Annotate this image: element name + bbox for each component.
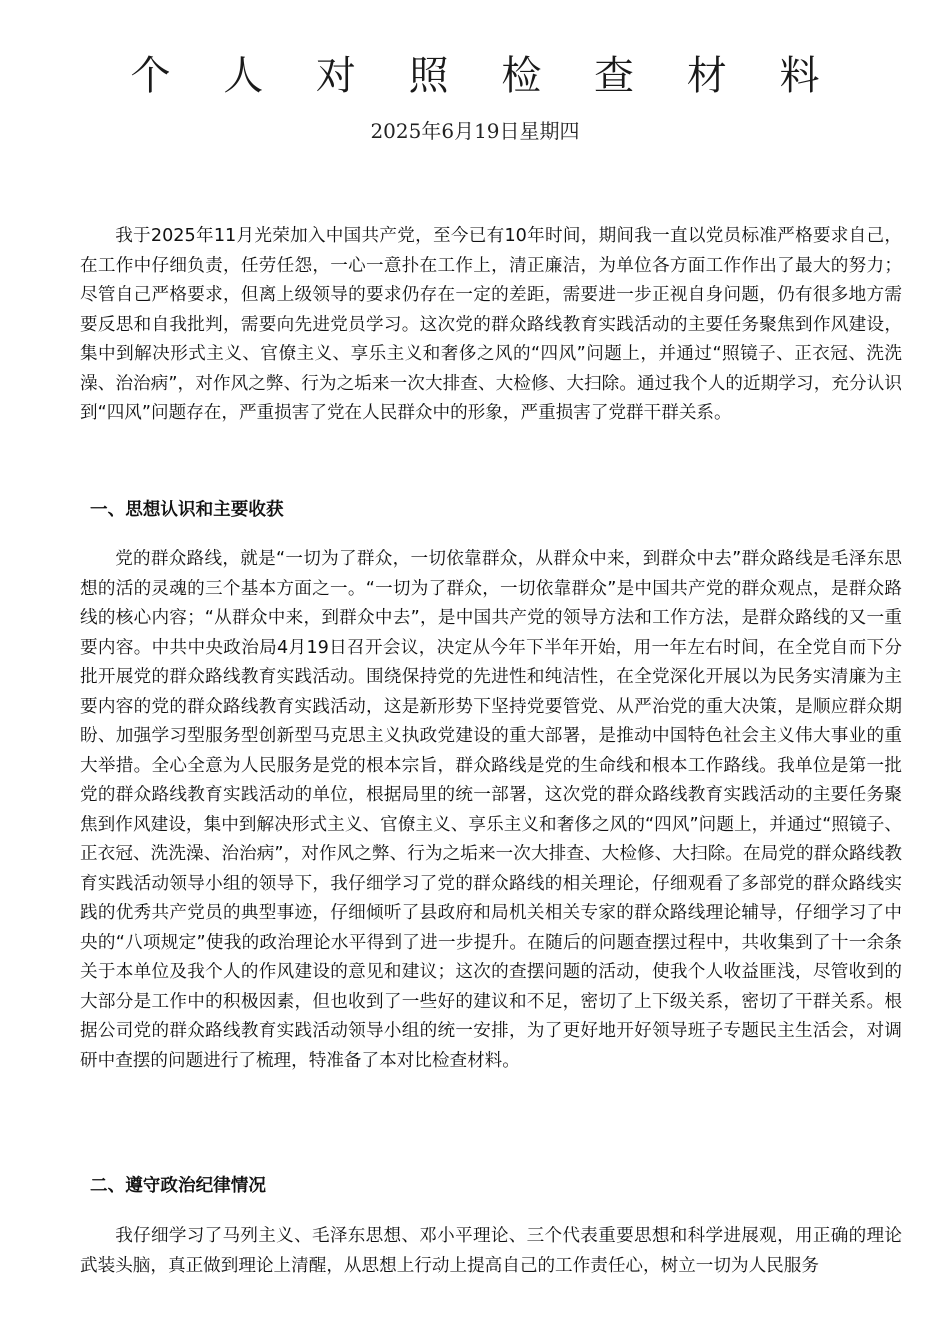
section-paragraph-1: 党的群众路线，就是“一切为了群众，一切依靠群众，从群众中来，到群众中去”群众路线是毛泽东思想的活的灵魂的三个基本方面之一。“一切为了群众，一切依靠群众”是中国共产党的群众观点，是群众路线的核心内容；“从群众中来，到群众中去”，是中国共产党的领导方法和工作方法，是群众路线的又一重要内容。中共中央政治局4月19日召开会议，决定从今年下半年开始，用一年左右时间，在全党自而下分批开展党的群众路线教育实践活动。围绕保持党的先进性和纯洁性，在全党深化开展以为民务实清廉为主要内容的党的群众路线教育实践活动，这是新形势下坚持党要管党、从严治党的重大决策，是顺应群众期盼、加强学习型服务型创新型马克思主义执政党建设的重大部署，是推动中国特色社会主义伟大事业的重大举措。全心全意为人民服务是党的根本宗旨，群众路线是党的生命线和根本工作路线。我单位是第一批党的群众路线教育实践活动的单位，根据局里的统一部署，这次党的群众路线教育实践活动的主要任务聚焦到作风建设，集中到解决形式主义、官僚主义、享乐主义和奢侈之风的“四风”问题上，并通过“照镜子、正衣冠、洗洗澡、治治病”，对作风之弊、行为之垢来一次大排查、大检修、大扫除。在局党的群众路线教育实践活动领导小组的领导下，我仔细学习了党的群众路线的相关理论，仔细观看了多部党的群众路线实践的优秀共产党员的典型事迹，仔细倾听了县政府和局机关相关专家的群众路线理论辅导，仔细学习了中央的“八项规定”使我的政治理论水平得到了进一步提升。在随后的问题查摆过程中，共收集到了十一余条关于本单位及我个人的作风建设的意见和建议；这次的查摆问题的活动，使我个人收益匪浅，尽管收到的大部分是工作中的积极因素，但也收到了一些好的建议和不足，密切了上下级关系，密切了干群关系。根据公司党的群众路线教育实践活动领导小组的统一安排，为了更好地开好领导班子专题民主生活会，对调研中查摆的问题进行了梳理，特准备了本对比检查材料。 (80, 549, 902, 1071)
section-heading-2: 二、遵守政治纪律情况 (90, 1176, 266, 1196)
document-title: 个 人 对 照 检 查 材 料 (130, 53, 840, 99)
section-paragraph-2: 我仔细学习了马列主义、毛泽东思想、邓小平理论、三个代表重要思想和科学进展观，用正确的理论武装头脑，真正做到理论上清醒，从思想上行动上提高自己的工作责任心，树立一切为人民服务 (80, 1226, 902, 1276)
section-heading-1: 一、思想认识和主要收获 (90, 500, 284, 520)
intro-paragraph: 我于2025年11月光荣加入中国共产党，至今已有10年时间，期间我一直以党员标准严格要求自己，在工作中仔细负责，任劳任怨，一心一意扑在工作上，清正廉洁，为单位各方面工作作出了最大的努力；尽管自己严格要求，但离上级领导的要求仍存在一定的差距，需要进一步正视自身问题，仍有很多地方需要反思和自我批判，需要向先进党员学习。这次党的群众路线教育实践活动的主要任务聚焦到作风建设，集中到解决形式主义、官僚主义、享乐主义和奢侈之风的“四风”问题上，并通过“照镜子、正衣冠、洗洗澡、治治病”，对作风之弊、行为之垢来一次大排查、大检修、大扫除。通过我个人的近期学习，充分认识到“四风”问题存在，严重损害了党在人民群众中的形象，严重损害了党群干群关系。 (80, 226, 902, 423)
document-date: 2025年6月19日星期四 (370, 119, 580, 143)
